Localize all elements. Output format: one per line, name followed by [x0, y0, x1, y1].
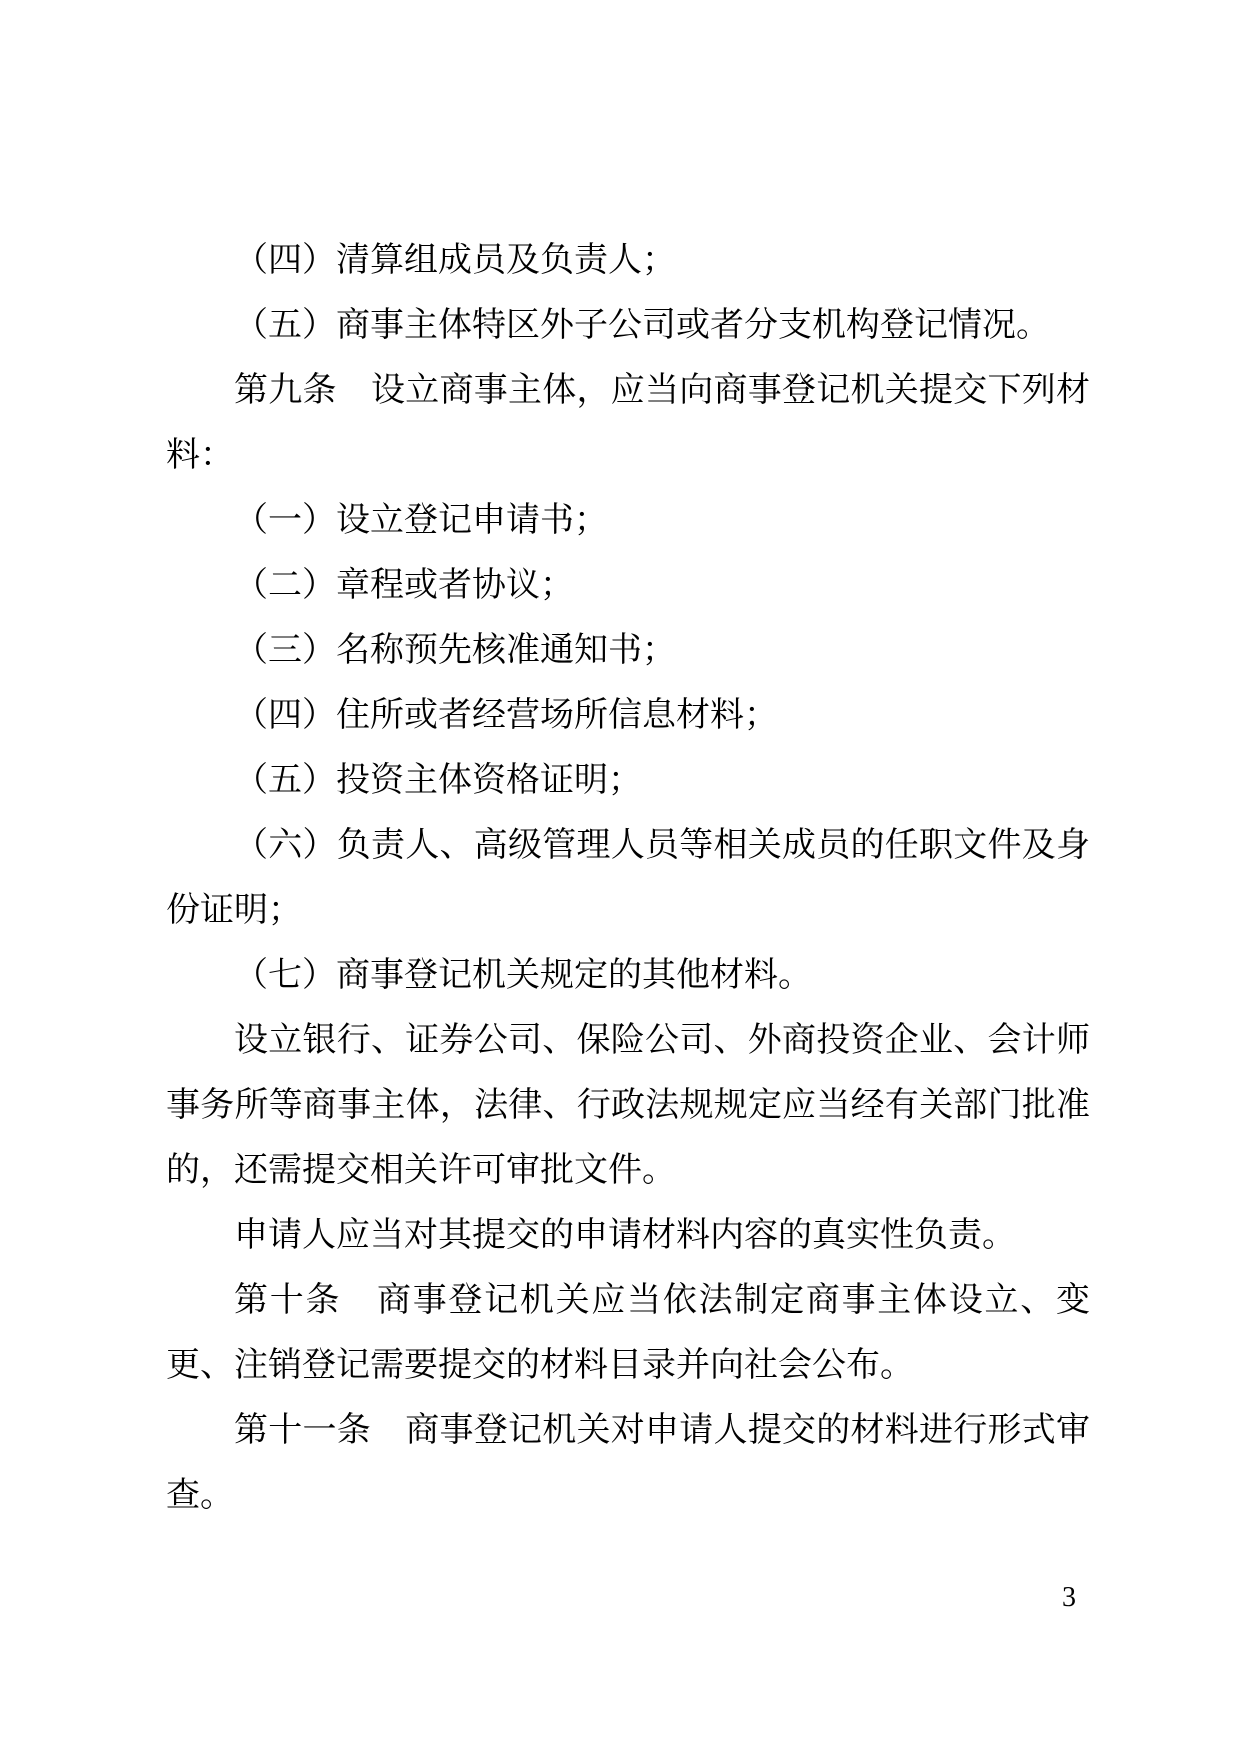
paragraph-article-10: 第十条 商事登记机关应当依法制定商事主体设立、变更、注销登记需要提交的材料目录并向社会公布。 [166, 1280, 1090, 1385]
document-body [166, 228, 1090, 1528]
paragraph-article-11: 第十一条 商事登记机关对申请人提交的材料进行形式审查。 [166, 1410, 1090, 1515]
paragraph-item-5-investor-qualification: （五）投资主体资格证明； [234, 760, 642, 800]
paragraph-approval-documents: 设立银行、证券公司、保险公司、外商投资企业、会计师事务所等商事主体，法律、行政法规规定应当经有关部门批准的，还需提交相关许可审批文件。 [166, 1020, 1090, 1190]
page-number: 3 [1062, 1582, 1076, 1613]
paragraph-item-3-name-approval: （三）名称预先核准通知书； [234, 630, 676, 670]
paragraph-item-4-premises-info: （四）住所或者经营场所信息材料； [234, 695, 778, 735]
paragraph-item-5-branch-registration: （五）商事主体特区外子公司或者分支机构登记情况。 [234, 305, 1050, 345]
paragraph-item-1-application-form: （一）设立登记申请书； [234, 500, 608, 540]
paragraph-item-2-charter: （二）章程或者协议； [234, 565, 574, 605]
paragraph-item-6-appointment-documents: （六）负责人、高级管理人员等相关成员的任职文件及身份证明； [166, 825, 1090, 930]
paragraph-item-4-liquidation-members: （四）清算组成员及负责人； [234, 240, 676, 280]
paragraph-applicant-responsibility: 申请人应当对其提交的申请材料内容的真实性负责。 [234, 1215, 1016, 1255]
paragraph-article-9: 第九条 设立商事主体，应当向商事登记机关提交下列材料： [166, 370, 1090, 475]
paragraph-item-7-other-materials: （七）商事登记机关规定的其他材料。 [234, 955, 812, 995]
